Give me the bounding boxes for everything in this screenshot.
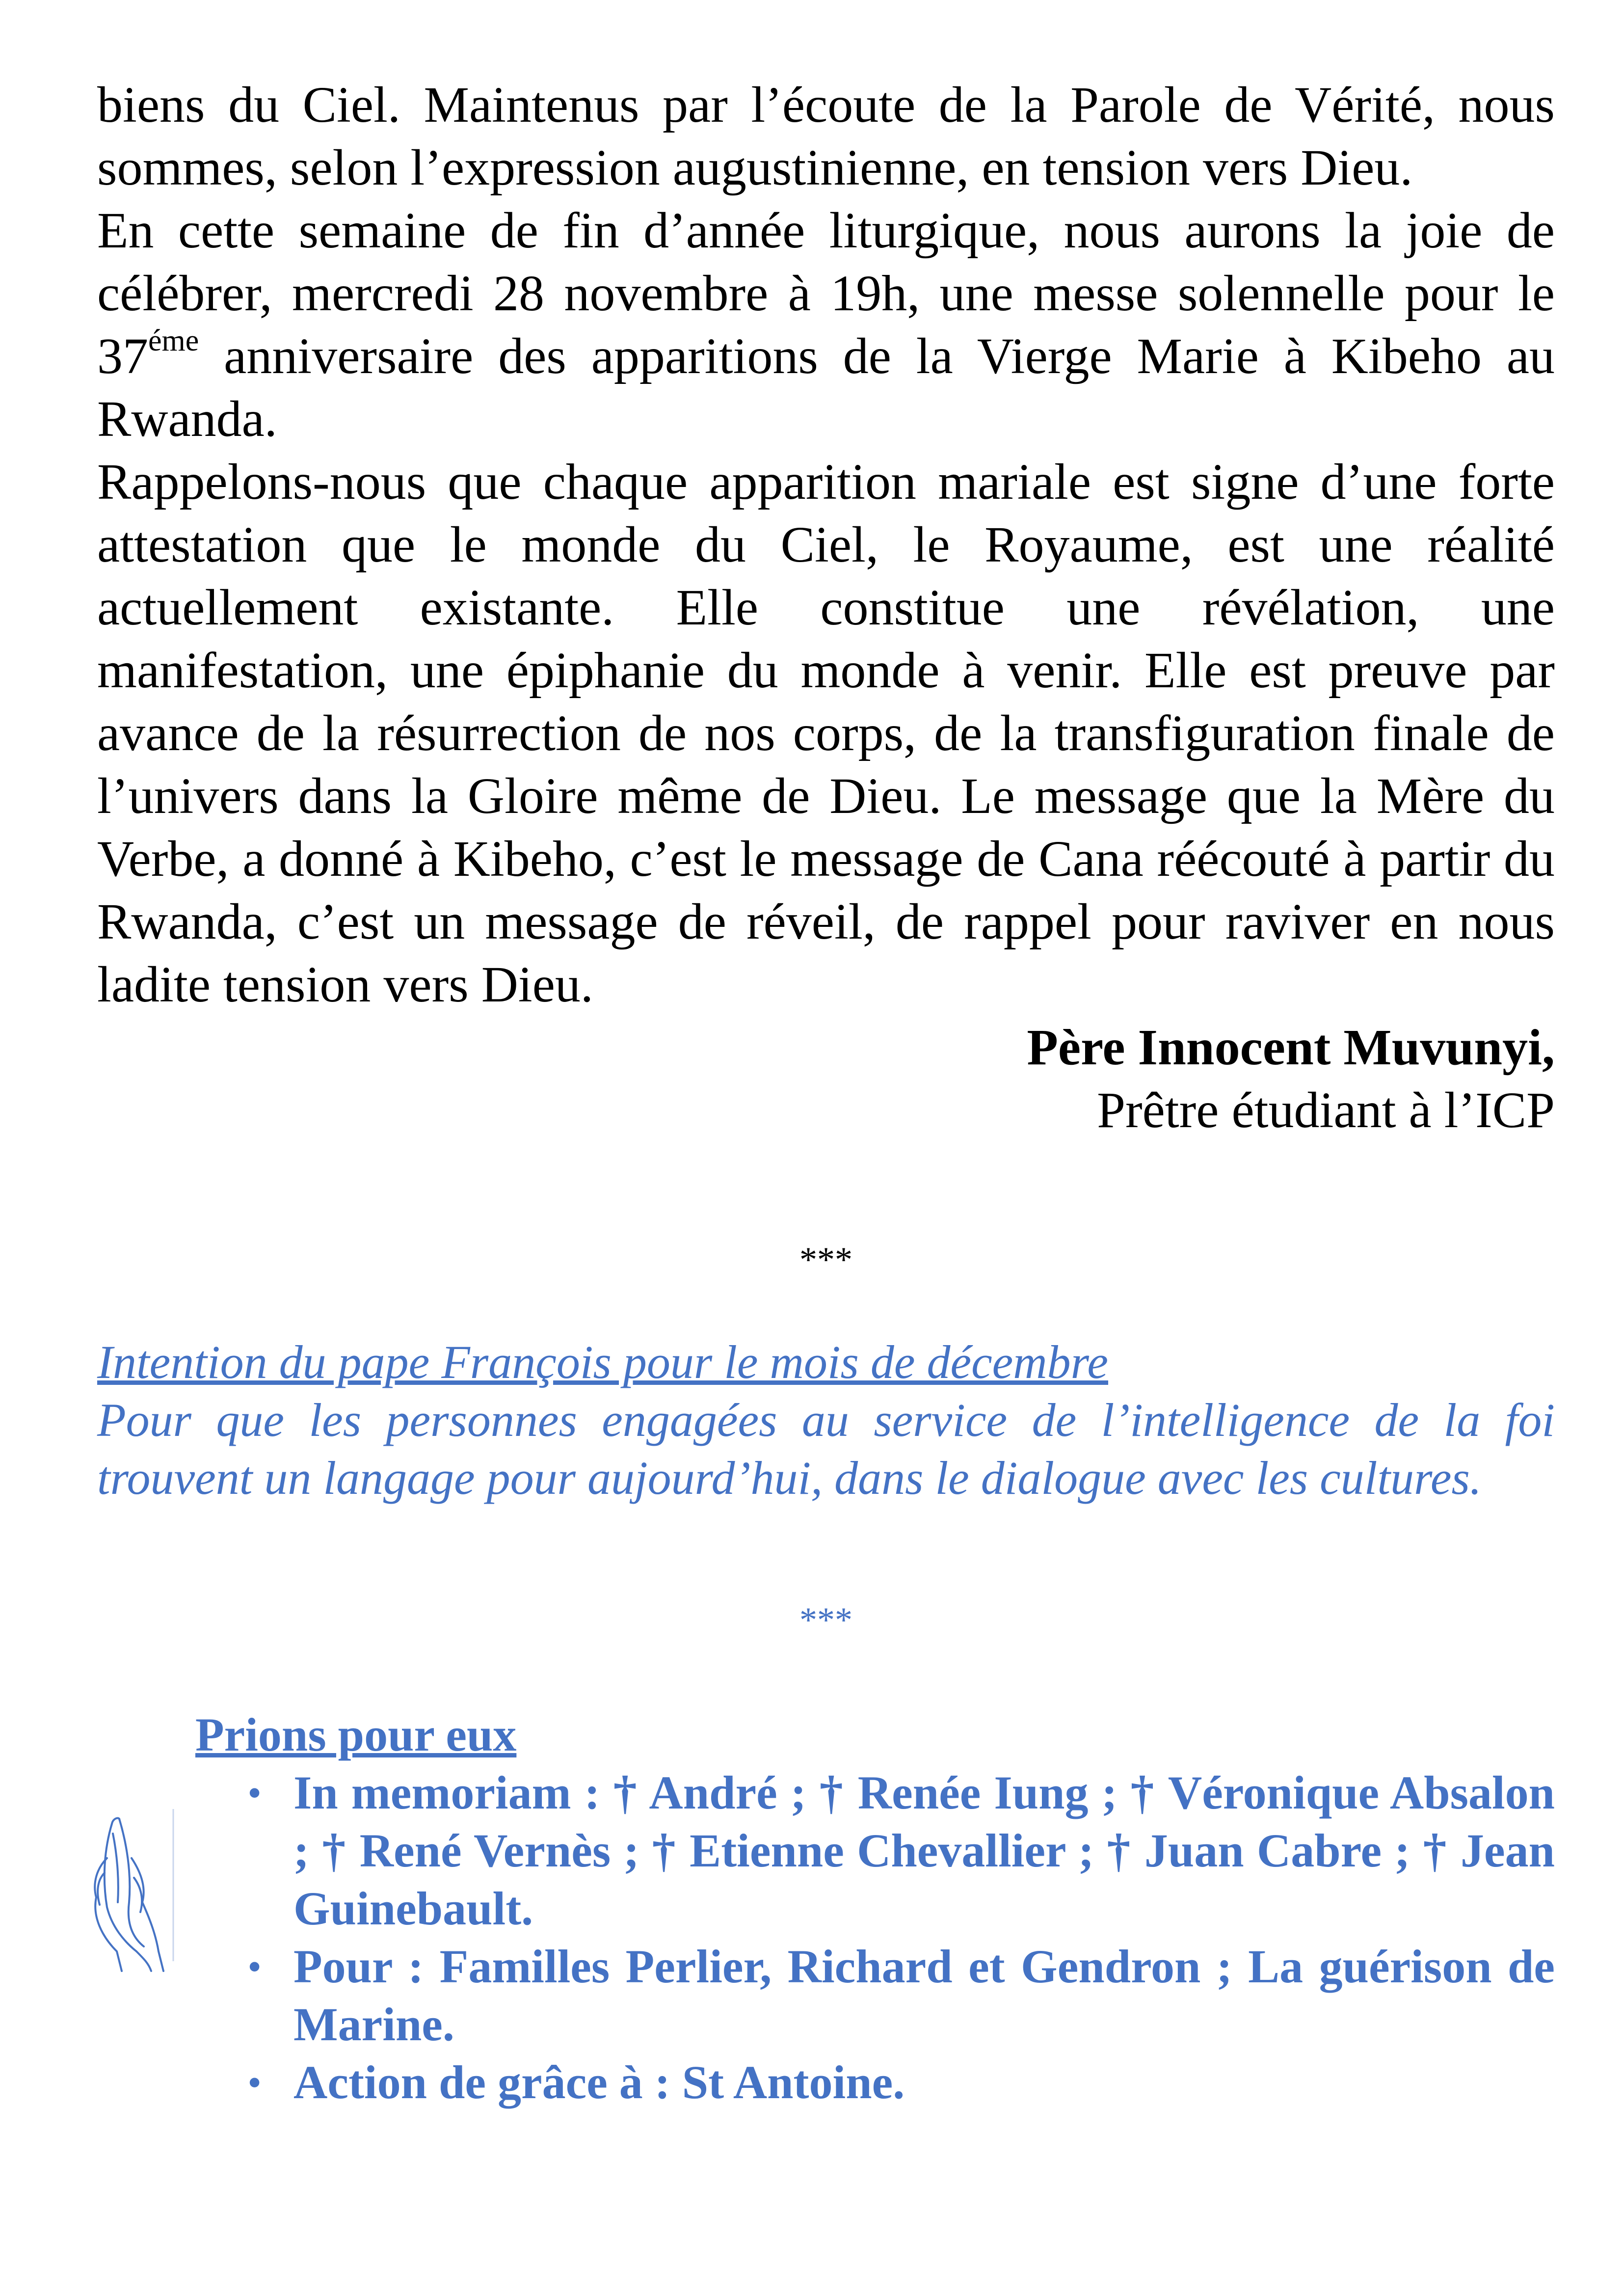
signature-name: Père Innocent Muvunyi, bbox=[1027, 1019, 1555, 1076]
pope-intention bbox=[97, 1333, 1555, 1507]
praying-hands-icon bbox=[58, 1804, 205, 1976]
paragraph-1: biens du Ciel. Maintenus par l’écoute de la Parole de Vérité, nous sommes, selon l’expression augustinienne, en tension vers Dieu. bbox=[97, 77, 1555, 196]
separator-1: *** bbox=[799, 1240, 852, 1279]
prayer-list bbox=[97, 1764, 1555, 2111]
signature bbox=[97, 1016, 1555, 1142]
bullet-icon: • bbox=[248, 2063, 261, 2102]
prayer-item-text: In memoriam : † André ; † Renée Iung ; † Véronique Absalon ; † René Vernès ; † Etienne Chevallier ; † Juan Cabre ; † Jean Guinebault. bbox=[293, 1766, 1555, 1935]
document-page bbox=[97, 74, 1555, 2111]
paragraph-2-before: En cette semaine de fin d’année liturgique, nous aurons la joie de célébrer, mercredi 28 novembre à 19h, une messe solennelle pour le 37 bbox=[97, 202, 1555, 384]
paragraph-2-after: anniversaire des apparitions de la Vierge Marie à Kibeho au Rwanda. bbox=[97, 328, 1555, 447]
pope-intention-text: Pour que les personnes engagées au service de l’intelligence de la foi trouvent un langage pour aujourd’hui, dans le dialogue avec les cultures. bbox=[97, 1394, 1555, 1504]
prayer-item-in-memoriam bbox=[248, 1764, 1555, 1938]
prayers-title: Prions pour eux bbox=[195, 1708, 517, 1761]
prayer-item-text: Action de grâce à : St Antoine. bbox=[293, 2056, 905, 2108]
prayers-section bbox=[97, 1706, 1555, 2111]
prayer-item-pour bbox=[248, 1938, 1555, 2053]
signature-role: Prêtre étudiant à l’ICP bbox=[1097, 1082, 1555, 1138]
bullet-icon: • bbox=[248, 1947, 261, 1986]
pope-intention-title: Intention du pape François pour le mois de décembre bbox=[97, 1336, 1109, 1388]
paragraph-3: Rappelons-nous que chaque apparition mariale est signe d’une forte attestation que le monde du Ciel, le Royaume, est une réalité actuellement existante. Elle constitue une révélation, une manifestation, une épiphanie du monde à venir. Elle est preuve par avance de la résurrection de nos corps, de la transfiguration finale de l’univers dans la Gloire même de Dieu. Le message que la Mère du Verbe, a donné à Kibeho, c’est le message de Cana réécouté à partir du Rwanda, c’est un message de réveil, de rappel pour raviver en nous ladite tension vers Dieu. bbox=[97, 454, 1555, 1013]
paragraph-2 bbox=[97, 199, 1555, 451]
prayer-item-text: Pour : Familles Perlier, Richard et Gendron ; La guérison de Marine. bbox=[293, 1940, 1555, 2051]
separator-2: *** bbox=[799, 1600, 852, 1640]
paragraph-2-superscript: éme bbox=[148, 324, 199, 358]
bullet-icon: • bbox=[248, 1773, 261, 1812]
prayer-item-action-de-grace bbox=[248, 2053, 1555, 2111]
